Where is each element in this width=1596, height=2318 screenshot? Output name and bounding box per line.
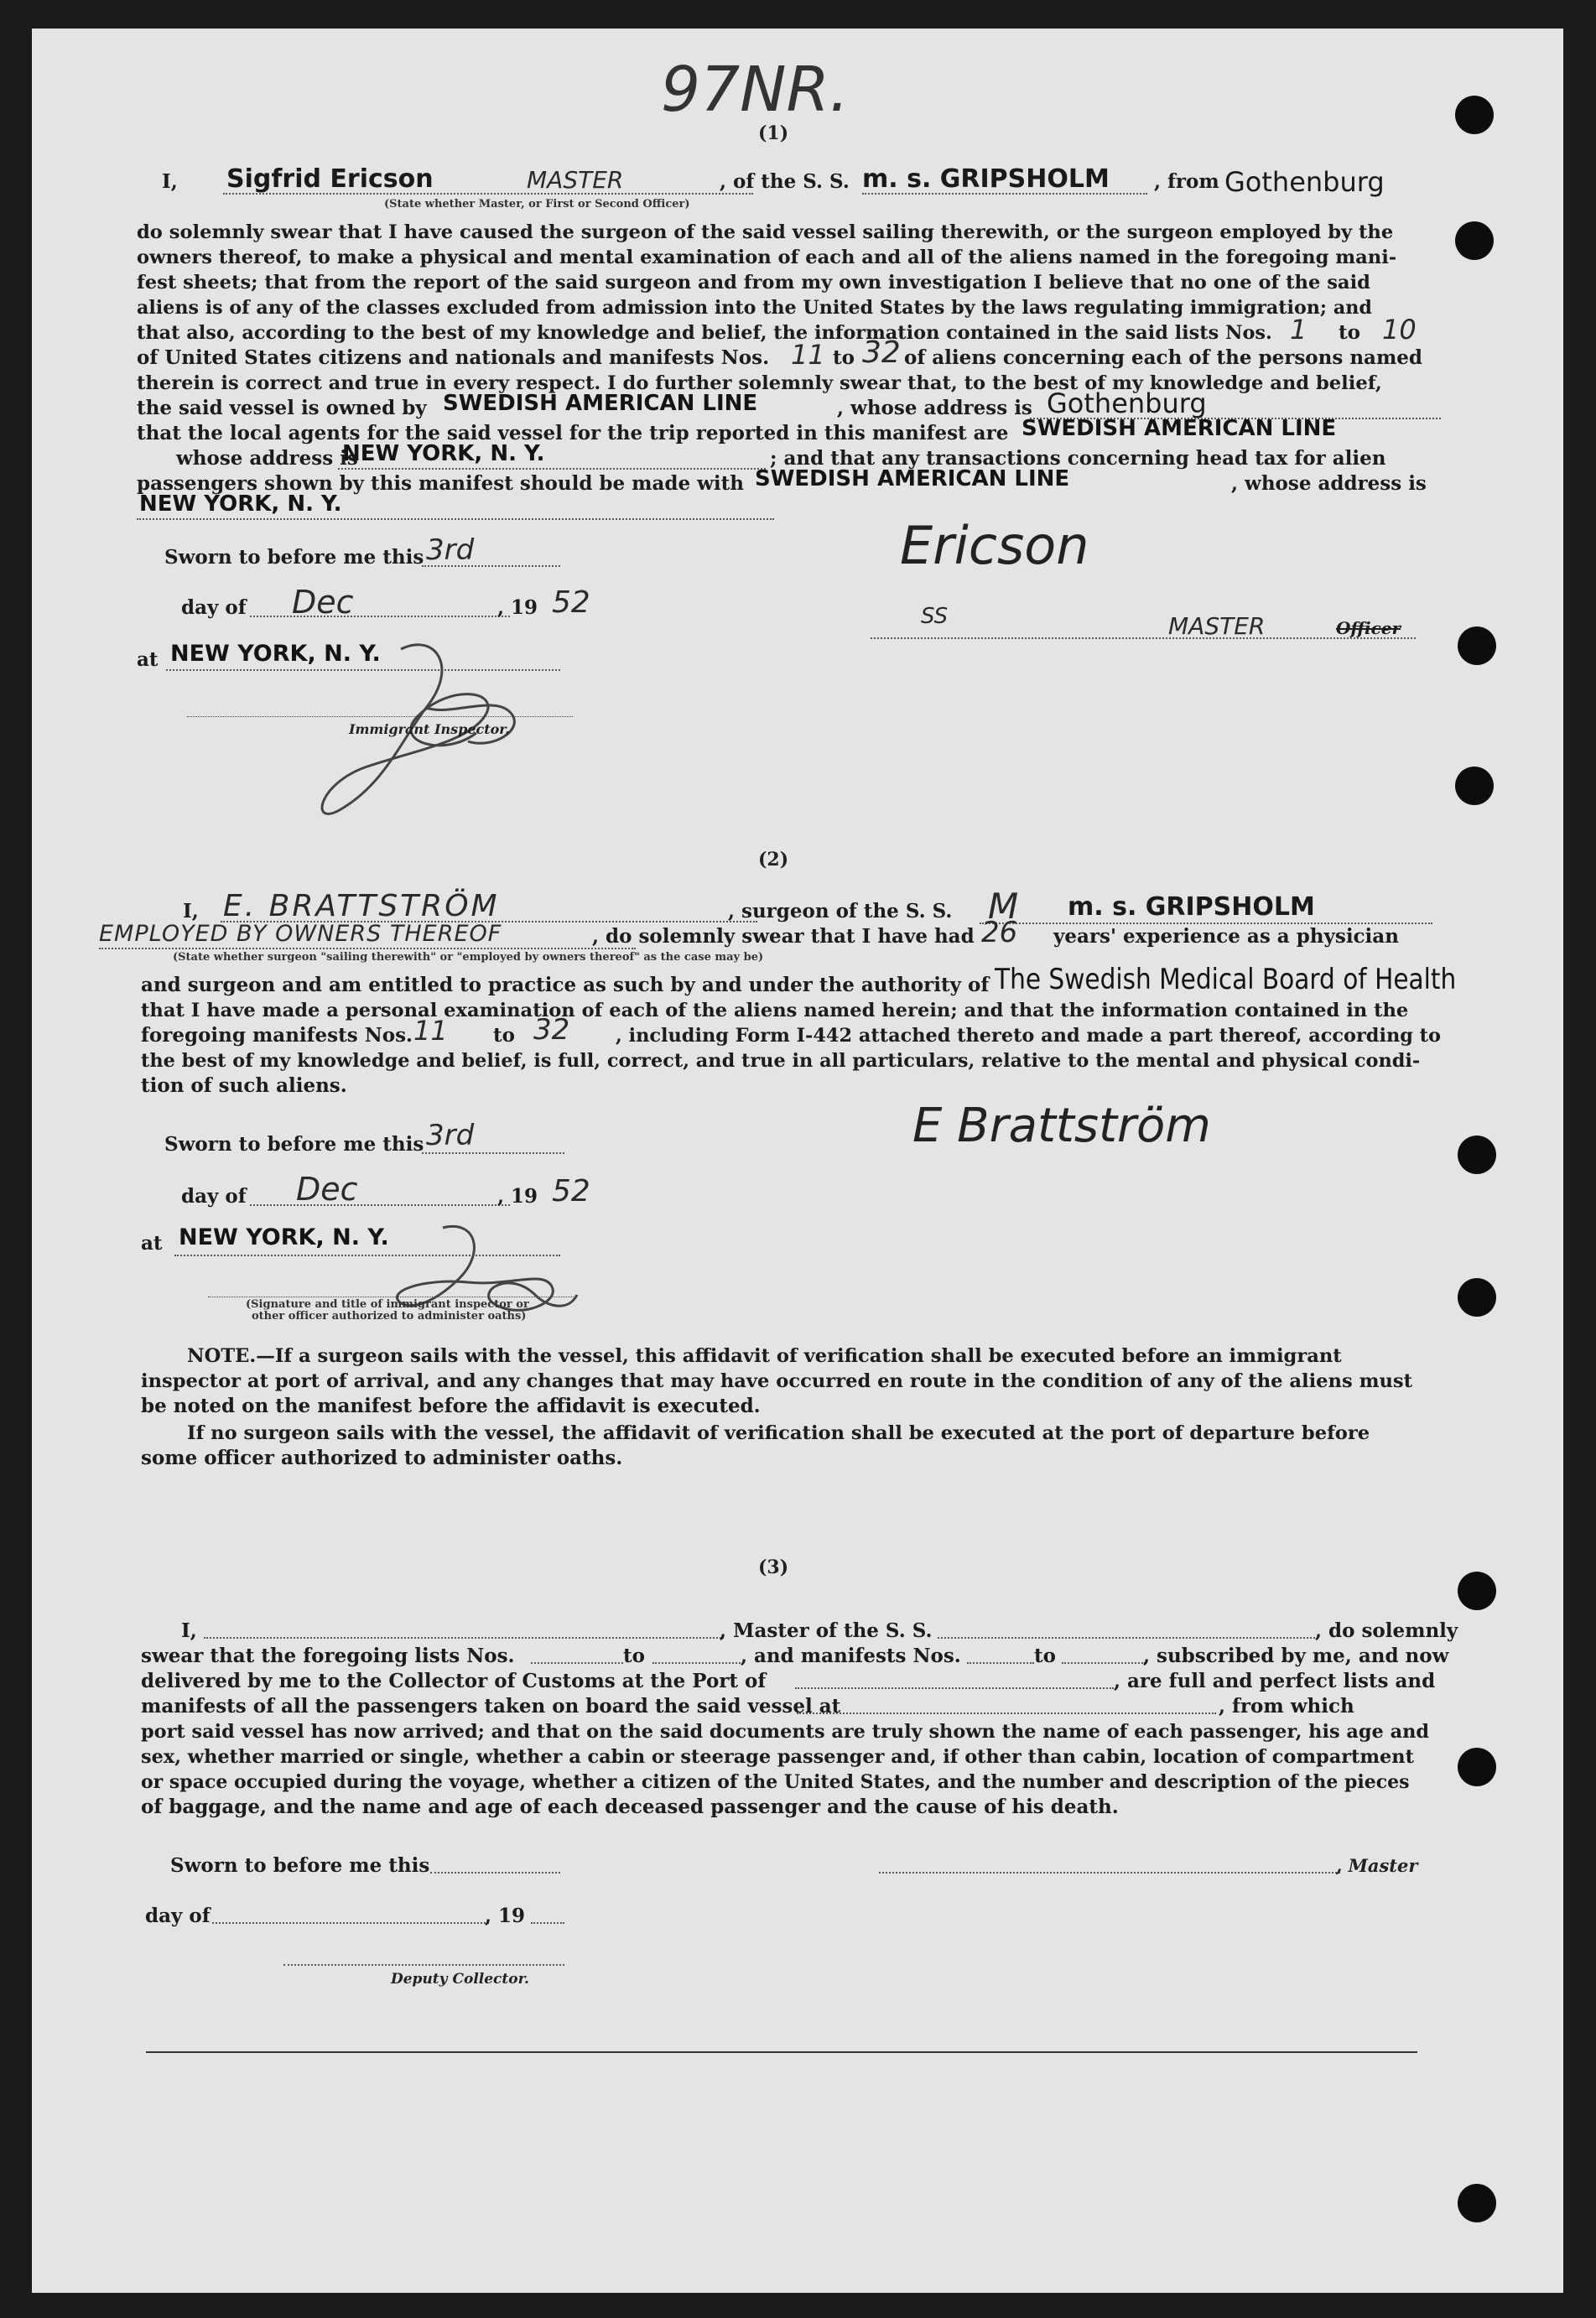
local-agents: SWEDISH AMERICAN LINE xyxy=(1022,416,1337,441)
rule xyxy=(879,1872,1340,1874)
vessel-owner: SWEDISH AMERICAN LINE xyxy=(443,391,758,416)
s3-master-of: , Master of the S. S. xyxy=(720,1619,933,1642)
sig-note-2: other officer authorized to administer oaths) xyxy=(252,1310,527,1323)
of-the-ss: , of the S. S. xyxy=(720,170,850,193)
head-tax-text: ; and that any transactions concerning head tax for alien xyxy=(770,447,1386,470)
authority-text: and surgeon and am entitled to practice as such by and under the authority of xyxy=(141,974,990,996)
head-tax-with: SWEDISH AMERICAN LINE xyxy=(755,466,1070,491)
punch-hole xyxy=(1458,2184,1496,2222)
note-line-5: some officer authorized to administer oaths. xyxy=(141,1447,623,1469)
s3-line-1: swear that the foregoing lists Nos. xyxy=(141,1645,515,1667)
form-text: , including Form I-442 attached thereto and made a part thereof, according to xyxy=(616,1025,1441,1047)
s2-line-3: the best of my knowledge and belief, is full, correct, and true in all particulars, relative to the mental and physical condi- xyxy=(141,1050,1421,1072)
s2-i: I, xyxy=(183,900,199,923)
lists-to: 10 xyxy=(1382,314,1417,346)
s3-from-which: , from which xyxy=(1219,1695,1354,1718)
s3-day-of-label: day of xyxy=(145,1905,211,1927)
rule xyxy=(531,1922,564,1924)
medical-authority: The Swedish Medical Board of Health xyxy=(995,963,1457,996)
rule xyxy=(283,1964,564,1966)
top-annotation: 97NR. xyxy=(661,54,850,126)
s1-day-of-label: day of xyxy=(181,596,247,619)
s3-to-label-2: to xyxy=(1034,1645,1056,1667)
s3-to-label-1: to xyxy=(623,1645,645,1667)
rule xyxy=(250,1204,510,1206)
punch-hole xyxy=(1458,1748,1496,1786)
from-label: , from xyxy=(1154,170,1219,193)
s2-at-label: at xyxy=(141,1232,163,1255)
note-line-3: be noted on the manifest before the affidavit is executed. xyxy=(141,1395,761,1417)
master-signature: Ericson xyxy=(900,515,1089,576)
s1-sworn-label: Sworn to before me this xyxy=(164,546,424,569)
rule xyxy=(967,1662,1034,1664)
s2-month: Dec xyxy=(296,1171,358,1208)
s3-i: I, xyxy=(181,1619,197,1642)
s1-line-6: of United States citizens and nationals and manifests Nos. xyxy=(137,346,770,369)
s2-year-prefix: , 19 xyxy=(497,1185,538,1208)
whose-address-label: , whose address is xyxy=(1231,472,1427,495)
bottom-rule xyxy=(146,2051,1417,2053)
s2-day-of-label: day of xyxy=(181,1185,247,1208)
agents-address: NEW YORK, N. Y. xyxy=(342,441,545,466)
struck-word: Officer xyxy=(1336,618,1401,638)
section-1-number: (1) xyxy=(758,122,789,144)
s2-sworn-label: Sworn to before me this xyxy=(164,1133,424,1156)
inspector-label-1: Immigrant Inspector. xyxy=(349,721,510,737)
inspector-line-1 xyxy=(187,716,573,717)
surgeon-of-label: , surgeon of the S. S. xyxy=(728,900,953,923)
s1-line-7: therein is correct and true in every respect. I do further solemnly swear that, to the best of my knowledge and belief, xyxy=(137,372,1382,394)
rule xyxy=(1062,1662,1146,1664)
s1-line-2: owners thereof, to make a physical and mental examination of each and all of the aliens named in the foregoing mani- xyxy=(137,247,1397,268)
head-tax-address: NEW YORK, N. Y. xyxy=(139,491,342,517)
swear-text: , do solemnly swear that I have had xyxy=(592,925,975,948)
punch-hole xyxy=(1455,96,1494,134)
s3-master-label: , Master xyxy=(1336,1855,1418,1876)
employment: EMPLOYED BY OWNERS THEREOF xyxy=(99,921,502,947)
rule xyxy=(212,1922,489,1924)
section-2-number: (2) xyxy=(758,849,789,871)
punch-hole xyxy=(1455,767,1494,805)
lists-to-label: to xyxy=(1339,321,1360,344)
s3-line-3: manifests of all the passengers taken on board the said vessel at xyxy=(141,1695,841,1718)
rule xyxy=(137,518,774,520)
master-rank: MASTER xyxy=(527,166,624,194)
s3-full-perfect: , are full and perfect lists and xyxy=(1114,1670,1436,1692)
rule xyxy=(430,1872,560,1874)
rule xyxy=(422,1152,564,1154)
rule xyxy=(862,193,1147,195)
rule xyxy=(797,1713,1216,1714)
s1-line-1: do solemnly swear that I have caused the surgeon of the said vessel sailing therewith, or the surgeon employed by the xyxy=(137,221,1394,243)
s2-line-2: foregoing manifests Nos. xyxy=(141,1024,413,1047)
s3-line-5: sex, whether married or single, whether a cabin or steerage passenger and, if other than cabin, location of compartment xyxy=(141,1746,1414,1768)
s2-vessel: m. s. GRIPSHOLM xyxy=(1068,892,1315,922)
master-name: Sigfrid Ericson xyxy=(226,164,434,194)
s3-line-6: or space occupied during the voyage, whether a citizen of the United States, and the number and description of the pieces xyxy=(141,1771,1410,1793)
deputy-collector-label: Deputy Collector. xyxy=(391,1971,529,1988)
rule xyxy=(204,1637,724,1639)
rule xyxy=(938,1637,1315,1639)
rule xyxy=(338,468,766,470)
s1-line-8: the said vessel is owned by xyxy=(137,397,427,419)
s1-line-9: that the local agents for the said vessel for the trip reported in this manifest are xyxy=(137,422,1009,444)
surgeon-signature: E Brattström xyxy=(912,1099,1211,1153)
owner-address: Gothenburg xyxy=(1047,387,1207,419)
s3-line-2: delivered by me to the Collector of Customs at the Port of xyxy=(141,1670,767,1692)
s1-place: NEW YORK, N. Y. xyxy=(170,641,381,667)
vessel-name: m. s. GRIPSHOLM xyxy=(862,164,1110,194)
s1-line-5: that also, according to the best of my knowledge and belief, the information contained in the said lists Nos. xyxy=(137,322,1272,344)
note-line-4: If no surgeon sails with the vessel, the affidavit of verification shall be executed at the port of departure before xyxy=(187,1422,1370,1444)
s2-year: 52 xyxy=(552,1174,590,1208)
s2-line-1: that I have made a personal examination of each of the aliens named herein; and that the information contained in the xyxy=(141,1000,1409,1021)
punch-hole xyxy=(1458,1136,1496,1174)
aliens-text: of aliens concerning each of the persons named xyxy=(904,346,1423,369)
manifest-to-label: to xyxy=(833,346,855,369)
years-text: years' experience as a physician xyxy=(1053,925,1399,948)
s1-year: 52 xyxy=(552,585,590,620)
ss-mark: M xyxy=(988,886,1019,927)
rule xyxy=(871,637,1416,639)
s1-line-4: aliens is of any of the classes excluded from admission into the United States by the laws regulating immigration; and xyxy=(137,297,1372,319)
punch-hole xyxy=(1458,1572,1496,1610)
s2-line-4: tion of such aliens. xyxy=(141,1074,347,1097)
s1-year-prefix: , 19 xyxy=(497,596,538,619)
s1-month: Dec xyxy=(292,584,354,621)
s3-subscribed: , subscribed by me, and now xyxy=(1143,1645,1449,1667)
s2-to-label: to xyxy=(493,1024,515,1047)
s3-line-7: of baggage, and the name and age of each deceased passenger and the cause of his death. xyxy=(141,1796,1119,1818)
section-3-number: (3) xyxy=(758,1557,789,1578)
manifest-from: 11 xyxy=(791,339,825,371)
s2-place: NEW YORK, N. Y. xyxy=(179,1224,389,1250)
signature-mark: SS xyxy=(921,604,949,629)
s1-line-11: passengers shown by this manifest should be made with xyxy=(137,472,744,495)
s1-sworn-day: 3rd xyxy=(426,533,475,567)
s1-line-3: fest sheets; that from the report of the said surgeon and from my own investigation I believe that no one of the said xyxy=(137,272,1370,294)
rank-note: (State whether Master, or First or Second Officer) xyxy=(384,198,690,210)
lists-from: 1 xyxy=(1290,314,1307,346)
s1-i: I, xyxy=(162,170,178,193)
s3-sworn-label: Sworn to before me this xyxy=(170,1854,430,1877)
s3-do-solemnly: , do solemnly xyxy=(1315,1619,1458,1642)
s2-sworn-day: 3rd xyxy=(426,1119,475,1152)
s2-manifest-to: 32 xyxy=(533,1013,570,1047)
s1-at-label: at xyxy=(137,648,159,671)
s1-line-10: whose address is xyxy=(176,447,358,470)
rule xyxy=(422,565,560,567)
punch-hole xyxy=(1458,1278,1496,1317)
rule xyxy=(531,1662,623,1664)
sig-note-1: (Signature and title of immigrant inspector or xyxy=(246,1298,529,1311)
departure-port: Gothenburg xyxy=(1224,166,1385,198)
punch-hole xyxy=(1455,221,1494,260)
owner-address-label: , whose address is xyxy=(837,397,1032,419)
employment-note: (State whether surgeon "sailing therewith" or "employed by owners thereof" as the case may be) xyxy=(173,951,764,964)
surgeon-name: E. BRATTSTRÖM xyxy=(223,889,500,923)
document-page xyxy=(32,29,1563,2293)
rule xyxy=(99,948,636,949)
rule xyxy=(795,1687,1114,1689)
rule xyxy=(652,1662,741,1664)
years-experience: 26 xyxy=(981,916,1018,949)
s2-manifest-from: 11 xyxy=(413,1015,448,1047)
manifest-to: 32 xyxy=(862,335,901,370)
s3-and-manifests: , and manifests Nos. xyxy=(741,1645,961,1667)
rule xyxy=(223,193,753,195)
punch-hole xyxy=(1458,626,1496,665)
s3-line-4: port said vessel has now arrived; and that on the said documents are truly shown the name of each passenger, his age and xyxy=(141,1721,1430,1743)
note-line-1: NOTE.—If a surgeon sails with the vessel, this affidavit of verification shall be executed before an immigrant xyxy=(187,1345,1342,1367)
master-title: MASTER xyxy=(1168,612,1266,640)
note-line-2: inspector at port of arrival, and any changes that may have occurred en route in the condition of any of the aliens must xyxy=(141,1370,1413,1392)
s3-year-prefix: , 19 xyxy=(485,1905,526,1927)
